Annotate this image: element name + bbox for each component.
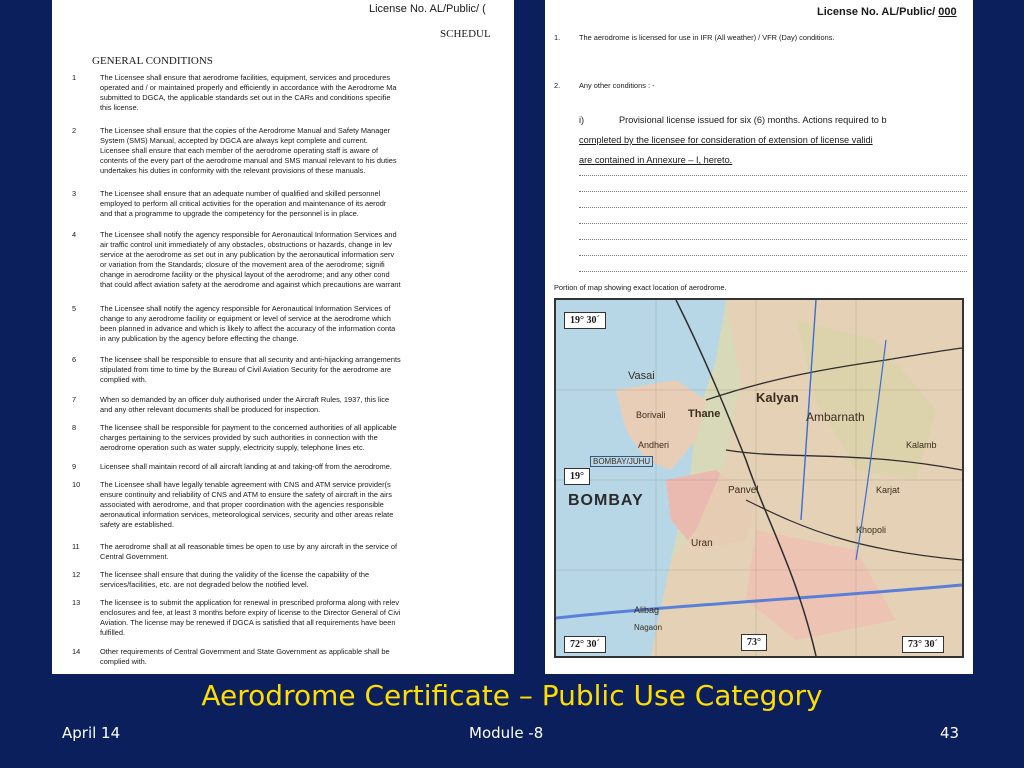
condition-text: When so demanded by an officer duly authorised under the Aircraft Rules, 1937, this lice and any other relevant documents shall be produced for inspection. <box>100 395 390 414</box>
coord-label-bottom-right: 73° 30´ <box>902 636 944 653</box>
blank-line <box>579 271 967 272</box>
condition-item <box>72 355 512 385</box>
map-label-alibag: Alibag <box>634 605 660 615</box>
condition-number: 5 <box>72 304 77 313</box>
condition-text: The aerodrome shall at all reasonable times be open to use by any aircraft in the service of Central Government. <box>100 542 398 561</box>
condition-number: 9 <box>72 462 77 471</box>
condition-number: 4 <box>72 230 77 239</box>
condition-number: 2 <box>72 126 77 135</box>
map-label-nagaon: Nagaon <box>634 623 663 632</box>
map-label-uran: Uran <box>691 538 713 549</box>
provisional-line-3: are contained in Annexure – I, hereto. <box>579 155 733 165</box>
map-label-bombay: BOMBAY <box>568 492 644 509</box>
item-2-number: 2. <box>554 81 561 90</box>
condition-item <box>72 395 512 415</box>
condition-item <box>72 480 512 530</box>
map-label-vasai: Vasai <box>628 370 655 382</box>
condition-item <box>72 542 512 562</box>
map-label-panvel: Panvel <box>728 485 759 496</box>
condition-text: The Licensee shall notify the agency responsible for Aeronautical Information Services of change to any aerodrome facility or equipment or level of service at the aerodrome which been planned in advance and which is likely to affect the accuracy of the information conta in any publication by the agency before effecting the change. <box>100 304 396 343</box>
condition-number: 12 <box>72 570 81 579</box>
condition-text: The Licensee shall ensure that the copies of the Aerodrome Manual and Safety Manager System (SMS) Manual, accepted by DGCA are always kept complete and current. Licensee shall ensure that each member of the aerodrome operating staff is aware of contents of the every part of the aerodrome manual and SMS manual relevant to his duties undertakes his duties in conformity with the relevant provisions of these manuals. <box>100 126 397 175</box>
blank-line <box>579 175 967 176</box>
condition-text: The licensee is to submit the application for renewal in prescribed proforma along with relev enclosures and fee, at least 3 months before expiry of license to the Director General of Civi Aviation. The license may be renewed if DGCA is satisfied that all requirements have been fulfilled. <box>100 598 401 637</box>
map-label-thane: Thane <box>688 408 721 420</box>
blank-line <box>579 223 967 224</box>
condition-text: The licensee shall be responsible for payment to the concerned authorities of all applicable charges pertaining to the services provided by such authorities in connection with the aerodrome operation such as water supply, electricity supply, telephone lines etc. <box>100 423 397 452</box>
footer-date: April 14 <box>62 724 121 742</box>
condition-text: The Licensee shall have legally tenable agreement with CNS and ATM service provider(s ensure continuity and reliability of CNS and ATM to ensure the safety of aircraft in the airs associated with aerodrome, and that proper coordination with the agencies responsible aeronautical information services, meteorological services, security and other areas relate safety are established. <box>100 480 394 529</box>
condition-number: 3 <box>72 189 77 198</box>
map-label-khopoli: Khopoli <box>856 525 887 535</box>
map-label-borivali: Borivali <box>636 410 666 420</box>
condition-text: The Licensee shall ensure that an adequate number of qualified and skilled personnel employed to perform all critical activities for the operation and maintenance of its aerodr and that a programme to upgrade the competency for the personnel is in place. <box>100 189 387 218</box>
blank-line <box>579 191 967 192</box>
blank-line <box>579 207 967 208</box>
license-number-left: License No. AL/Public/ ( <box>369 3 486 15</box>
item-1-number: 1. <box>554 33 561 42</box>
slide-title: Aerodrome Certificate – Public Use Category <box>201 679 823 712</box>
map-graphic <box>556 300 962 656</box>
license-number-prefix: License No. AL/Public/ <box>817 6 939 18</box>
coord-label-bottom-left: 72° 30´ <box>564 636 606 653</box>
condition-item <box>72 304 512 344</box>
condition-item <box>72 73 512 113</box>
provisional-marker: i) <box>579 115 585 125</box>
blank-line <box>579 239 967 240</box>
blank-line <box>579 255 967 256</box>
item-2-text: Any other conditions : - <box>579 81 655 90</box>
provisional-line-1: Provisional license issued for six (6) months. Actions required to b <box>619 115 887 125</box>
general-conditions-heading: GENERAL CONDITIONS <box>92 55 213 67</box>
aerodrome-location-map <box>554 298 964 658</box>
condition-item <box>72 462 512 472</box>
condition-item <box>72 230 512 290</box>
condition-text: Other requirements of Central Government and State Government as applicable shall be complied with. <box>100 647 390 666</box>
map-caption: Portion of map showing exact location of aerodrome. <box>554 283 727 292</box>
condition-number: 11 <box>72 542 80 551</box>
provisional-license-paragraph <box>579 110 971 170</box>
item-1-text: The aerodrome is licensed for use in IFR (All weather) / VFR (Day) conditions. <box>579 33 835 42</box>
coord-label-top-left: 19° 30´ <box>564 312 606 329</box>
condition-text: The licensee shall ensure that during the validity of the license the capability of the services/facilities, etc. are not degraded below the notified level. <box>100 570 370 589</box>
map-label-ambarnath: Ambarnath <box>806 410 865 424</box>
condition-number: 1 <box>72 73 77 82</box>
footer-page-number: 43 <box>940 724 960 742</box>
condition-number: 10 <box>72 480 81 489</box>
condition-item <box>72 647 512 667</box>
condition-number: 8 <box>72 423 77 432</box>
condition-item <box>72 126 512 176</box>
schedule-heading: SCHEDUL <box>440 28 491 40</box>
condition-item <box>72 189 512 219</box>
condition-number: 13 <box>72 598 81 607</box>
license-number-right <box>817 6 957 18</box>
license-schedule-page <box>52 0 514 674</box>
map-label-kalyan: Kalyan <box>756 390 799 405</box>
map-label-juhu-airport: BOMBAY/JUHU <box>590 456 653 467</box>
condition-item <box>72 570 512 590</box>
coord-label-bottom-mid: 73° <box>741 634 767 651</box>
coord-label-mid-left: 19° <box>564 468 590 485</box>
map-label-kalamb: Kalamb <box>906 440 937 450</box>
condition-text: The licensee shall be responsible to ensure that all security and anti-hijacking arrangements stipulated from time to time by the Bureau of Civil Aviation Security for the aerodrome are complied with. <box>100 355 401 384</box>
license-details-page <box>545 0 973 674</box>
condition-item <box>72 423 512 453</box>
condition-item <box>72 598 512 638</box>
map-label-andheri: Andheri <box>638 440 670 450</box>
condition-number: 14 <box>72 647 81 656</box>
condition-text: The Licensee shall notify the agency responsible for Aeronautical Information Services and air traffic control unit immediately of any obstacles, obstructions or hazards, change in lev service at the aerodrome as set out in any publication by the aeronautical information serv or variation from the Standards; closure of the movement area of the aerodrome; signifi change in aerodrome facility or the physical layout of the aerodrome; and any other cond that could affect aviation safety at the aerodrome and against which precautions are warrant <box>100 230 401 289</box>
map-label-karjat: Karjat <box>876 485 900 495</box>
provisional-line-2: completed by the licensee for consideration of extension of license validi <box>579 135 873 145</box>
footer-module: Module -8 <box>469 724 544 742</box>
condition-text: The Licensee shall ensure that aerodrome facilities, equipment, services and procedures operated and / or maintained properly and efficiently in accordance with the Aerodrome Ma submitted to DGCA, the applicable standards set out in the CARs and conditions specifie this license. <box>100 73 397 112</box>
condition-number: 6 <box>72 355 77 364</box>
condition-text: Licensee shall maintain record of all aircraft landing at and taking-off from the aerodrome. <box>100 462 392 471</box>
license-number-value: 000 <box>938 6 957 18</box>
condition-number: 7 <box>72 395 77 404</box>
